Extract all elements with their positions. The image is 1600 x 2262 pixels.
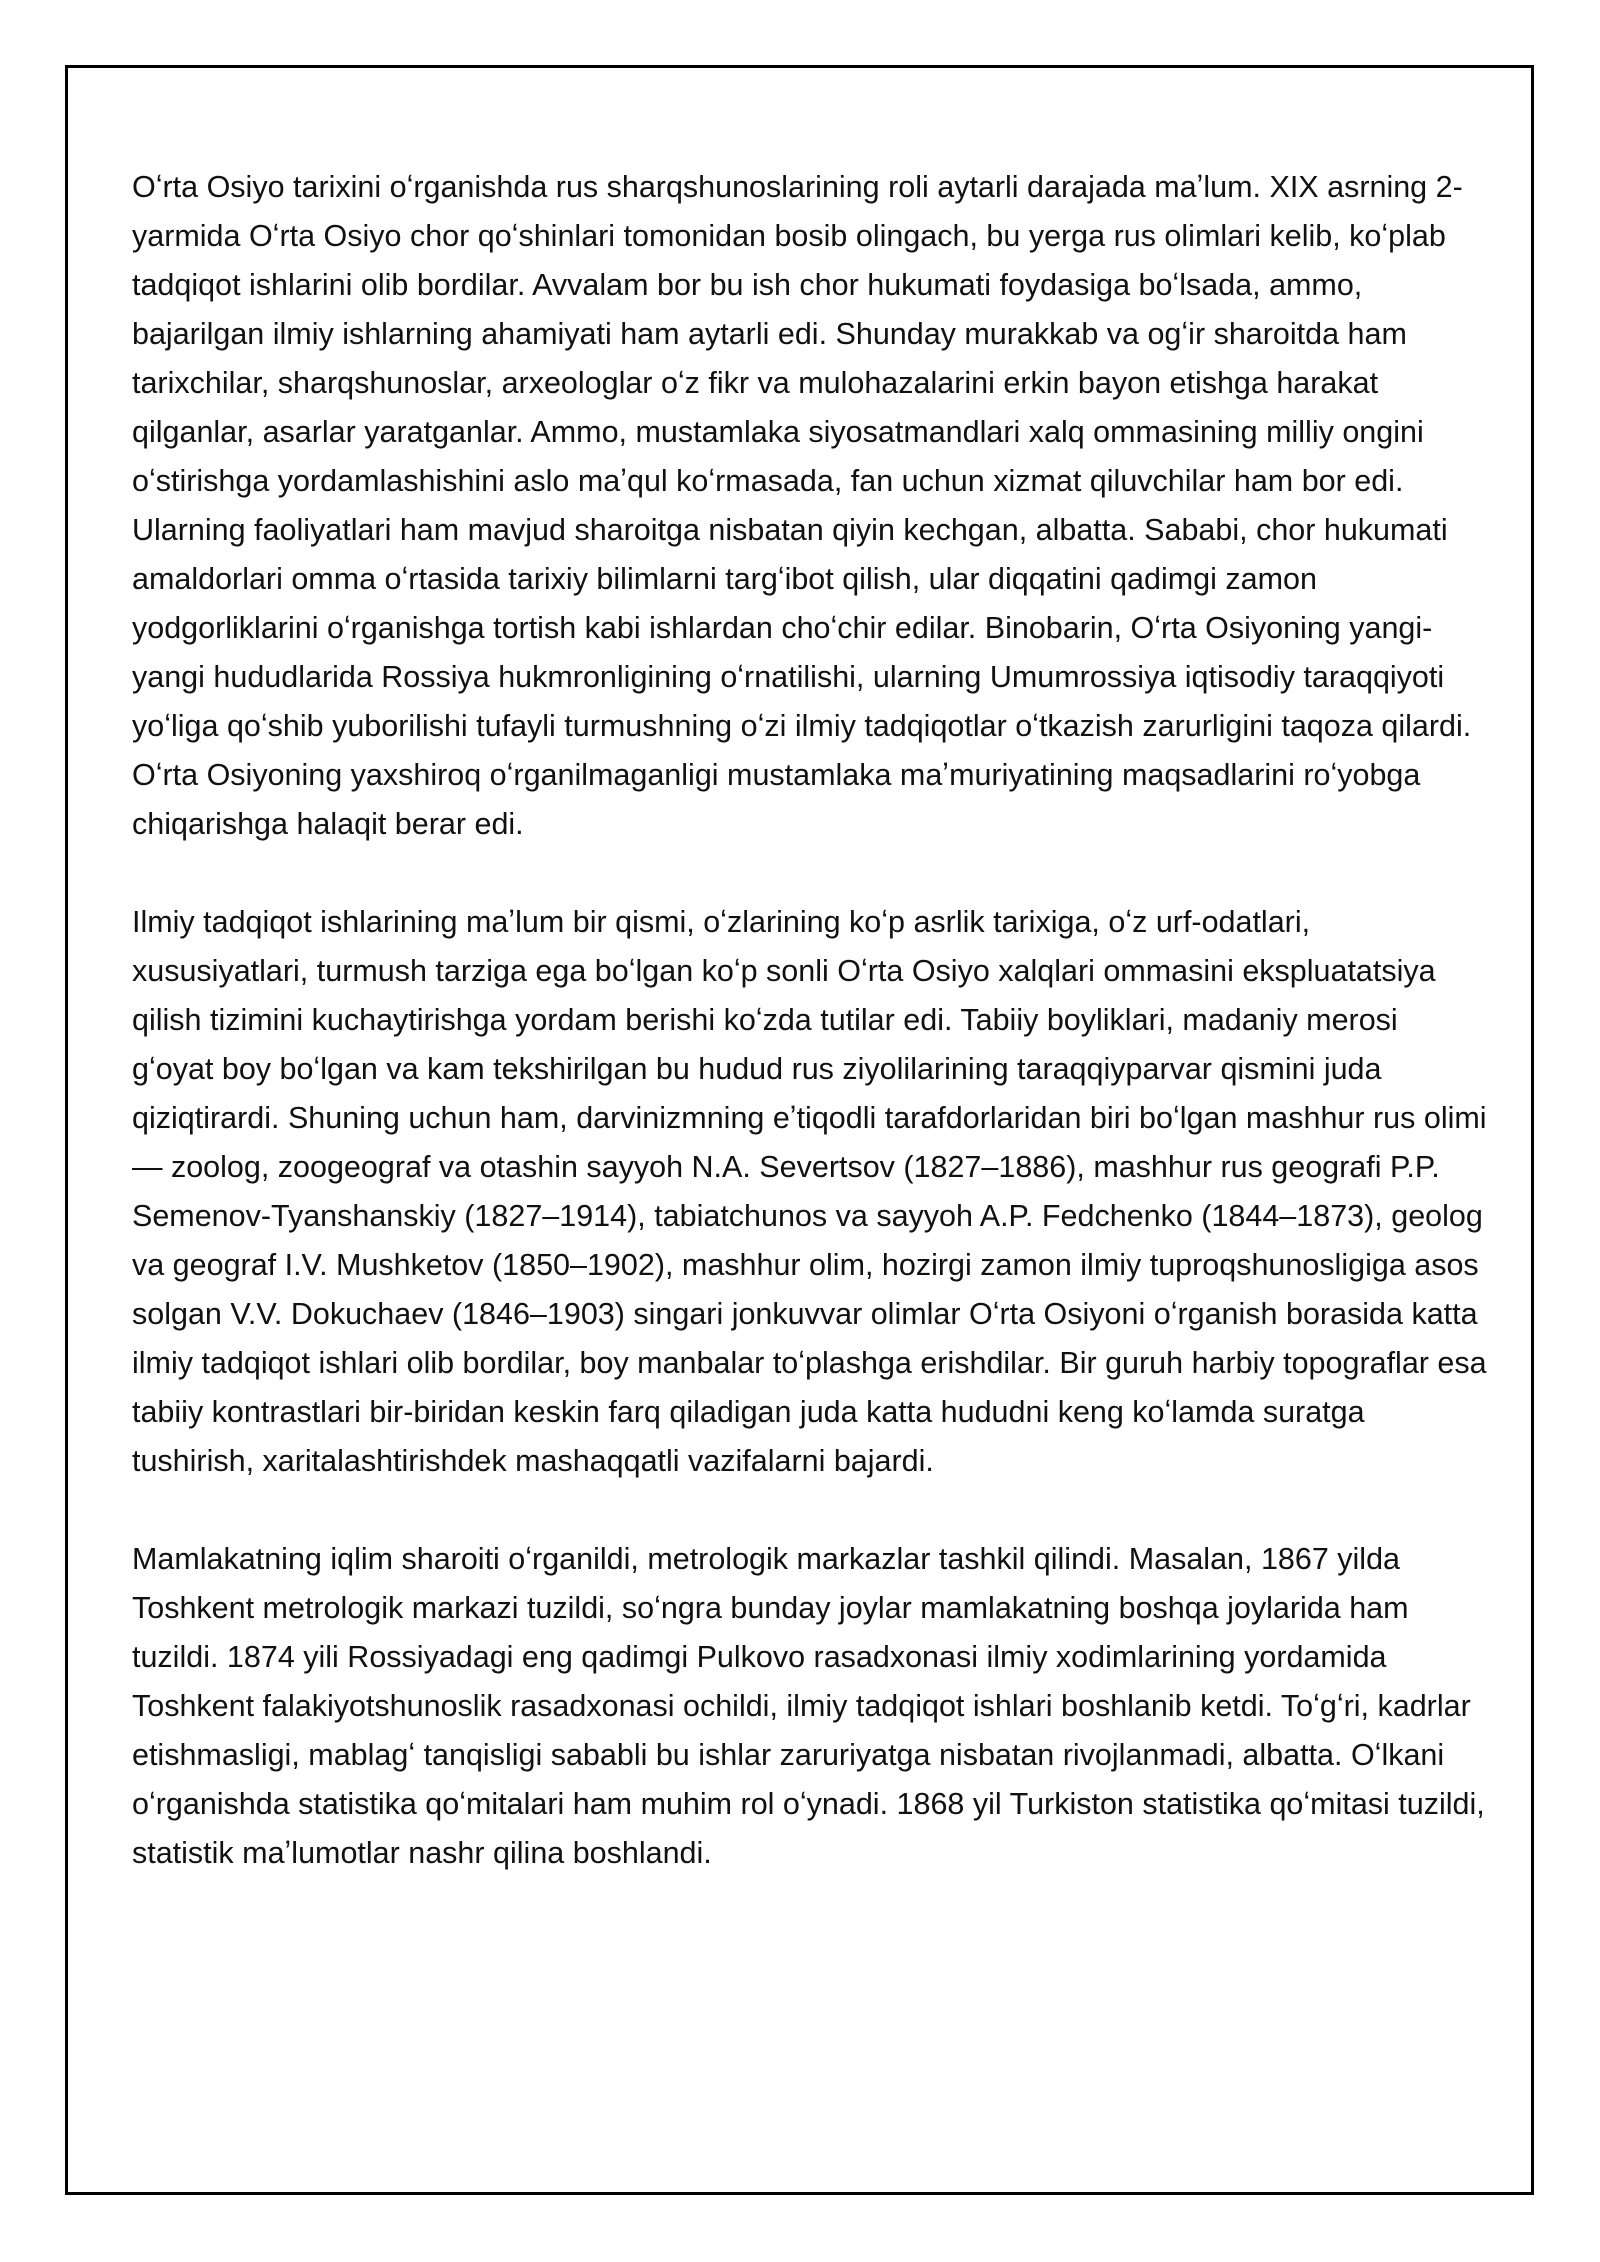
page-border: [65, 65, 1534, 2195]
document-body: [132, 163, 1487, 1927]
paragraph-2: Ilmiy tadqiqot ishlarining maʼlum bir qismi, oʻzlarining koʻp asrlik tarixiga, oʻz urf-odatlari, xususiyatlari, turmush tarziga ega boʻlgan koʻp sonli Oʻrta Osiyo xalqlari ommasini ekspluatatsiya qilish tizimini kuchaytirishga yordam berishi koʻzda tutilar edi. Tabiiy boyliklari, madaniy merosi gʻoyat boy boʻlgan va kam tekshirilgan bu hudud rus ziyolilarining taraqqiyparvar qismini juda qiziqtirardi. Shuning uchun ham, darvinizmning eʼtiqodli tarafdorlaridan biri boʻlgan mashhur rus olimi — zoolog, zoogeograf va otashin sayyoh N.A. Severtsov (1827–1886), mashhur rus geografi P.P. Semenov-Tyanshanskiy (1827–1914), tabiatchunos va sayyoh A.P. Fedchenko (1844–1873), geolog va geograf I.V. Mushketov (1850–1902), mashhur olim, hozirgi zamon ilmiy tuproqshunosligiga asos solgan V.V. Dokuchaev (1846–1903) singari jonkuvvar olimlar Oʻrta Osiyoni oʻrganish borasida katta ilmiy tadqiqot ishlari olib bordilar, boy manbalar toʻplashga erishdilar. Bir guruh harbiy topograflar esa tabiiy kontrastlari bir-biridan keskin farq qiladigan juda katta hududni keng koʻlamda suratga tushirish, xaritalashtirishdek mashaqqatli vazifalarni bajardi.: [132, 905, 1487, 1478]
paragraph-3: Mamlakatning iqlim sharoiti oʻrganildi, metrologik markazlar tashkil qilindi. Masalan, 1867 yilda Toshkent metrologik markazi tuzildi, soʻngra bunday joylar mamlakatning boshqa joylarida ham tuzildi. 1874 yili Rossiyadagi eng qadimgi Pulkovo rasadxonasi ilmiy xodimlarining yordamida Toshkent falakiyotshunoslik rasadxonasi ochildi, ilmiy tadqiqot ishlari boshlanib ketdi. Toʻgʻri, kadrlar etishmasligi, mablagʻ tanqisligi sababli bu ishlar zaruriyatga nisbatan rivojlanmadi, albatta. Oʻlkani oʻrganishda statistika qoʻmitalari ham muhim rol oʻynadi. 1868 yil Turkiston statistika qoʻmitasi tuzildi, statistik maʼlumotlar nashr qilina boshlandi.: [132, 1542, 1485, 1870]
paragraph-1: Oʻrta Osiyo tarixini oʻrganishda rus sharqshunoslarining roli aytarli darajada maʼlum. XIX asrning 2-yarmida Oʻrta Osiyo chor qoʻshinlari tomonidan bosib olingach, bu yerga rus olimlari kelib, koʻplab tadqiqot ishlarini olib bordilar. Avvalam bor bu ish chor hukumati foydasiga boʻlsada, ammo, bajarilgan ilmiy ishlarning ahamiyati ham aytarli edi. Shunday murakkab va ogʻir sharoitda ham tarixchilar, sharqshunoslar, arxeologlar oʻz fikr va mulohazalarini erkin bayon etishga harakat qilganlar, asarlar yaratganlar. Ammo, mustamlaka siyosatmandlari xalq ommasining milliy ongini oʻstirishga yordamlashishini aslo maʼqul koʻrmasada, fan uchun xizmat qiluvchilar ham bor edi. Ularning faoliyatlari ham mavjud sharoitga nisbatan qiyin kechgan, albatta. Sababi, chor hukumati amaldorlari omma oʻrtasida tarixiy bilimlarni targʻibot qilish, ular diqqatini qadimgi zamon yodgorliklarini oʻrganishga tortish kabi ishlardan choʻchir edilar. Binobarin, Oʻrta Osiyoning yangi-yangi hududlarida Rossiya hukmronligining oʻrnatilishi, ularning Umumrossiya iqtisodiy taraqqiyoti yoʻliga qoʻshib yuborilishi tufayli turmushning oʻzi ilmiy tadqiqotlar oʻtkazish zarurligini taqoza qilardi. Oʻrta Osiyoning yaxshiroq oʻrganilmaganligi mustamlaka maʼmuriyatining maqsadlarini roʻyobga chiqarishga halaqit berar edi.: [132, 170, 1472, 841]
